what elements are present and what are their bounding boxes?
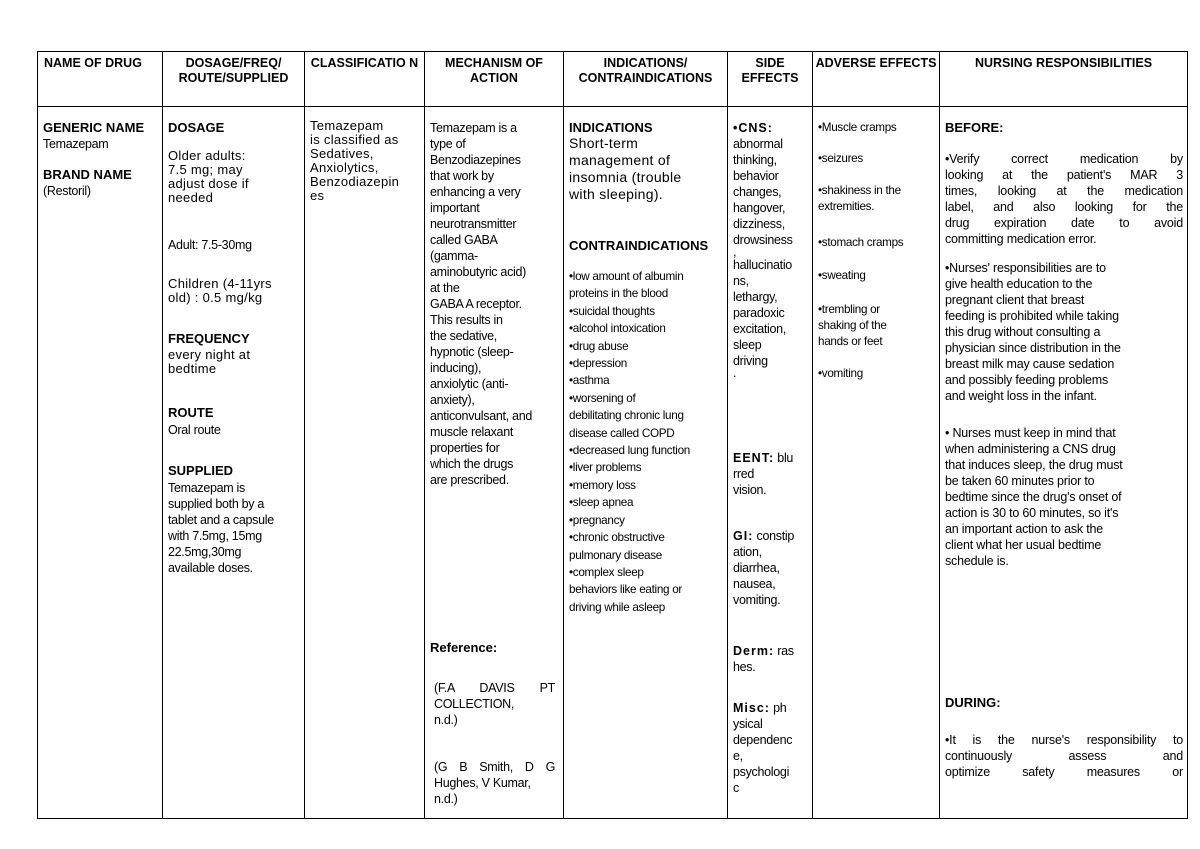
cell-classification — [305, 107, 425, 819]
before-label: BEFORE: — [945, 120, 1004, 135]
side-effects-eent: EENT: blu rred vision. — [733, 451, 794, 497]
side-effects-derm: Derm: ras hes. — [733, 644, 794, 674]
nursing-para-3: • Nurses must keep in mind that when administering a CNS drug that induces sleep, the drug must be taken 60 minutes prior to bedtime since the drug's onset of action is 30 to 60 minutes, so it's an important action to ask the client what her usual bedtime schedule is. — [945, 426, 1123, 568]
generic-name-label: GENERIC NAME — [43, 120, 145, 135]
indications-label: INDICATIONS — [569, 120, 653, 135]
nursing-para-4: •It is the nurse's responsibility to continuously assess and optimize safety measures or — [945, 733, 1183, 779]
dosage-children: Children (4-11yrs old) : 0.5 mg/kg — [168, 276, 272, 305]
header-name-of-drug: NAME OF DRUG — [38, 52, 163, 107]
brand-name: (Restoril) — [43, 184, 91, 198]
adverse-muscle-cramps: •Muscle cramps — [818, 121, 897, 134]
supplied-value: Temazepam is supplied both by a tablet and a capsule with 7.5mg, 15mg 22.5mg,30mg available doses. — [168, 481, 274, 575]
drug-study-table — [37, 51, 1188, 819]
frequency-label: FREQUENCY — [168, 331, 250, 346]
body-row — [38, 107, 1188, 819]
route-value: Oral route — [168, 423, 221, 437]
cell-name-of-drug — [38, 107, 163, 819]
route-label: ROUTE — [168, 405, 214, 420]
dosage-label: DOSAGE — [168, 120, 225, 135]
side-effects-gi: GI: constip ation, diarrhea, nausea, vomiting. — [733, 529, 795, 607]
nursing-para-1: •Verify correct medication by looking at the patient's MAR 3 times, looking at the medication label, and also looking for the drug expiration date to avoid committing medication error. — [945, 152, 1183, 246]
adverse-trembling: •trembling or shaking of the hands or feet — [818, 303, 887, 348]
cell-adverse-effects — [813, 107, 940, 819]
cell-side-effects — [728, 107, 813, 819]
header-nursing: NURSING RESPONSIBILITIES — [940, 52, 1188, 107]
nursing-para-2: •Nurses' responsibilities are to give health education to the pregnant client that breast feeding is prohibited while taking this drug without consulting a physician since distribution in the breast milk may cause sedation and possibly feeding problems and weight loss in the infant. — [945, 261, 1121, 403]
contraindications-label: CONTRAINDICATIONS — [569, 238, 709, 253]
header-indications: INDICATIONS/ CONTRAINDICATIONS — [564, 52, 728, 107]
cell-mechanism — [425, 107, 564, 819]
supplied-label: SUPPLIED — [168, 463, 234, 478]
header-dosage: DOSAGE/FREQ/ ROUTE/SUPPLIED — [163, 52, 305, 107]
contraindications-list: •low amount of albumin proteins in the blood •suicidal thoughts •alcohol intoxication •drug abuse •depression •asthma •worsening of debilitating chronic lung disease called COPD •decreased lung function •liver problems •memory loss •sleep apnea •pregnancy •chronic obstructive pulmonary disease •complex sleep behaviors like eating or driving while asleep — [569, 270, 690, 614]
classification-text: Temazepam is classified as Sedatives, Anxiolytics, Benzodiazepin es — [310, 118, 400, 203]
cell-dosage — [163, 107, 305, 819]
brand-name-label: BRAND NAME — [43, 167, 132, 182]
reference-1: (F.A DAVIS PT COLLECTION, n.d.) — [434, 681, 555, 727]
during-label: DURING: — [945, 695, 1001, 710]
mechanism-text: Temazepam is a type of Benzodiazepines that work by enhancing a very important neurotransmitter called GABA (gamma- aminobutyric acid) at the GABA A receptor. This results in the sedative, hypnotic (sleep- inducing), anxiolytic (anti- anxiety), anticonvulsant, and muscle relaxant properties for which the drugs are prescribed. — [430, 121, 533, 487]
header-adverse-effects: ADVERSE EFFECTS — [813, 52, 940, 107]
dosage-older-adults: Older adults: 7.5 mg; may adjust dose if needed — [168, 148, 249, 205]
dosage-adult: Adult: 7.5-30mg — [168, 238, 252, 252]
reference-label: Reference: — [430, 640, 498, 655]
adverse-shakiness: •shakiness in the extremities. — [818, 184, 901, 213]
header-side-effects: SIDE EFFECTS — [728, 52, 813, 107]
cell-nursing — [940, 107, 1188, 819]
adverse-stomach-cramps: •stomach cramps — [818, 236, 904, 249]
header-row — [38, 52, 1188, 107]
header-mechanism: MECHANISM OF ACTION — [425, 52, 564, 107]
generic-name: Temazepam — [43, 137, 109, 151]
frequency-value: every night at bedtime — [168, 347, 251, 376]
cell-indications — [564, 107, 728, 819]
side-effects-cns: •CNS: abnormal thinking, behavior changes, hangover, dizziness, drowsiness , hallucinatio ns, lethargy, paradoxic excitation, sleep driving . — [733, 121, 793, 380]
indications-text: Short-term management of insomnia (trouble with sleeping). — [569, 135, 682, 202]
adverse-seizures: •seizures — [818, 152, 863, 165]
adverse-sweating: •sweating — [818, 269, 866, 282]
side-effects-misc: Misc: ph ysical dependenc e, psychologi c — [733, 701, 793, 795]
header-classification: CLASSIFICATIO N — [305, 52, 425, 107]
adverse-vomiting: •vomiting — [818, 367, 863, 380]
reference-2: (G B Smith, D G Hughes, V Kumar, n.d.) — [434, 760, 555, 806]
